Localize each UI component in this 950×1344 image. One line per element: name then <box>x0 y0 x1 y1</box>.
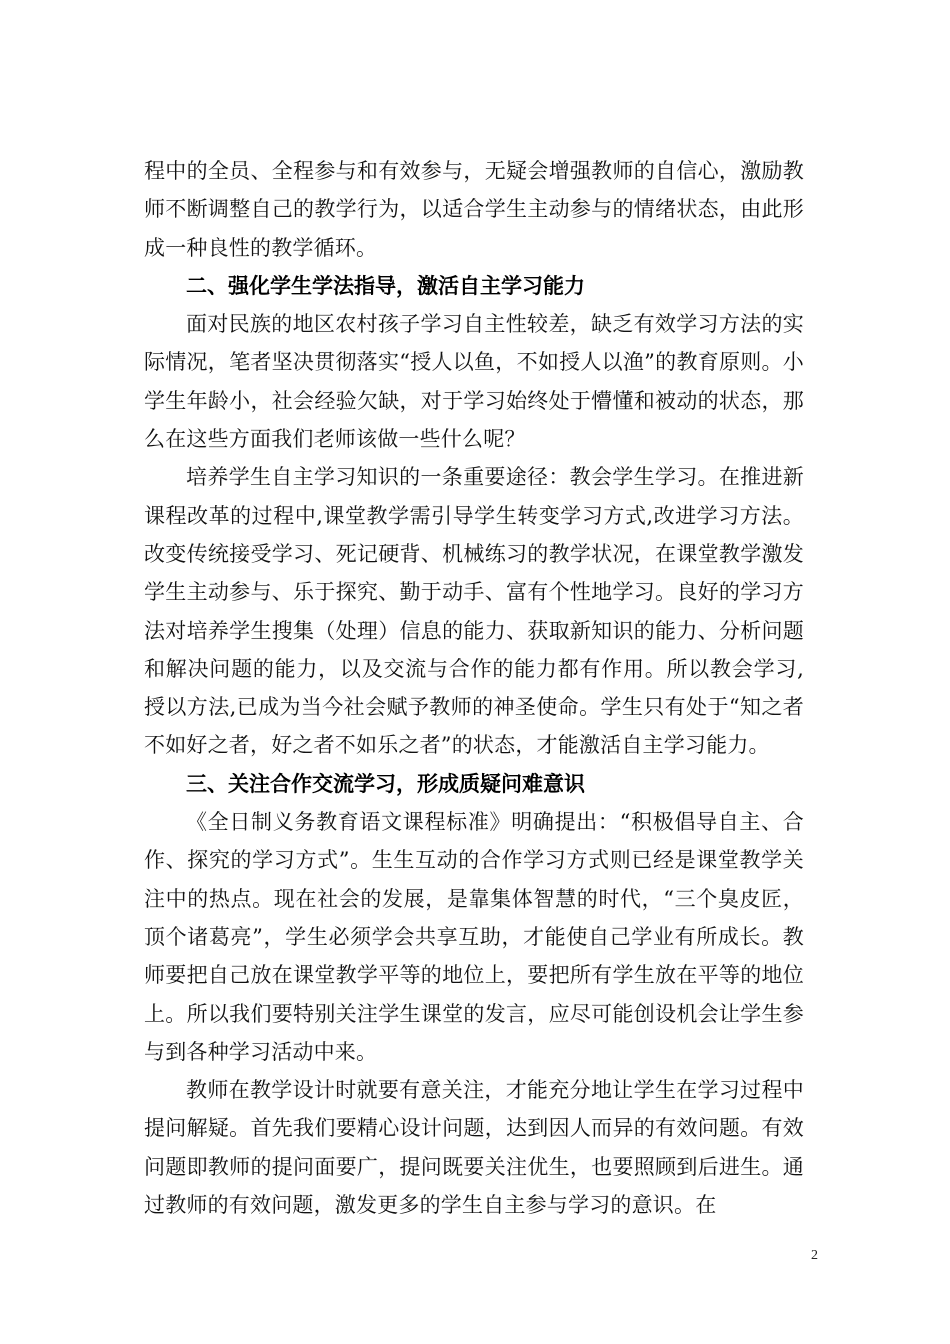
paragraph-continuation: 程中的全员、全程参与和有效参与，无疑会增强教师的自信心，激励教师不断调整自己的教学行为，以适合学生主动参与的情绪状态，由此形成一种良性的教学循环。 <box>144 159 804 260</box>
section-heading-3: 三、关注合作交流学习，形成质疑问难意识 <box>186 771 585 796</box>
page-number: 2 <box>811 1248 818 1263</box>
paragraph-effective-questions: 教师在教学设计时就要有意关注，才能充分地让学生在学习过程中提问解疑。首先我们要精心设计问题，达到因人而异的有效问题。有效问题即教师的提问面要广，提问既要关注优生，也要照顾到后进生。通过教师的有效问题，激发更多的学生自主参与学习的意识。在 <box>144 1078 804 1218</box>
paragraph-learning-method-context: 面对民族的地区农村孩子学习自主性较差，缺乏有效学习方法的实际情况，笔者坚决贯彻落实“授人以鱼，不如授人以渔”的教育原则。小学生年龄小，社会经验欠缺，对于学习始终处于懵懂和被动的状态，那么在这些方面我们老师该做一些什么呢？ <box>144 312 804 452</box>
paragraph-cooperative-learning: 《全日制义务教育语文课程标准》明确提出：“积极倡导自主、合作、探究的学习方式”。生生互动的合作学习方式则已经是课堂教学关注中的热点。现在社会的发展，是靠集体智慧的时代，“三个臭皮匠，顶个诸葛亮”，学生必须学会共享互助，才能使自己学业有所成长。教师要把自己放在课堂教学平等的地位上，要把所有学生放在平等的地位上。所以我们要特别关注学生课堂的发言，应尽可能创设机会让学生参与到各种学习活动中来。 <box>144 810 804 1064</box>
section-heading-2: 二、强化学生学法指导，激活自主学习能力 <box>186 273 585 298</box>
paragraph-teach-students-to-learn: 培养学生自主学习知识的一条重要途径：教会学生学习。在推进新课程改革的过程中,课堂教学需引导学生转变学习方式,改进学习方法。改变传统接受学习、死记硬背、机械练习的教学状况，在课堂教学激发学生主动参与、乐于探究、勤于动手、富有个性地学习。良好的学习方法对培养学生搜集（处理）信息的能力、获取新知识的能力、分析问题和解决问题的能力，以及交流与合作的能力都有作用。所以教会学习,授以方法,已成为当今社会赋予教师的神圣使命。学生只有处于“知之者不如好之者，好之者不如乐之者”的状态，才能激活自主学习能力。 <box>144 465 804 758</box>
document-body <box>144 152 804 1224</box>
